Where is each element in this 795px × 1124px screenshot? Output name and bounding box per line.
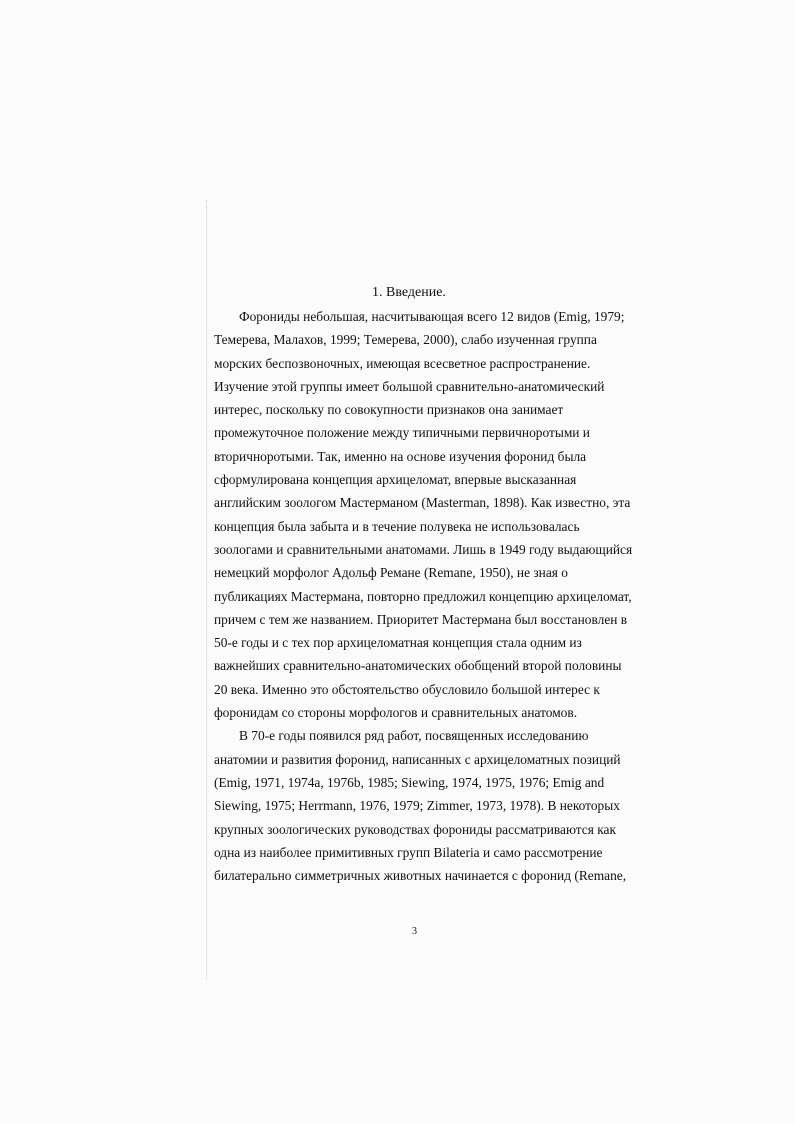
page-number: 3 bbox=[412, 926, 417, 937]
text-line: (Emig, 1971, 1974a, 1976b, 1985; Siewing, 1974, 1975, 1976; Emig and bbox=[214, 774, 605, 790]
text-line: морских беспозвоночных, имеющая всесветное распространение. bbox=[214, 355, 591, 371]
text-line: 50-е годы и с тех пор архицеломатная концепция стала одним из bbox=[214, 635, 582, 651]
text-line: немецкий морфолог Адольф Ремане (Remane, 1950), не зная о bbox=[214, 565, 568, 581]
text-line: 20 века. Именно это обстоятельство обусловило большой интерес к bbox=[214, 681, 600, 697]
text-line: публикациях Мастермана, повторно предложил концепцию архицеломат, bbox=[214, 588, 632, 604]
text-line: сформулирована концепция архицеломат, впервые высказанная bbox=[214, 472, 577, 488]
text-line: Siewing, 1975; Herrmann, 1976, 1979; Zimmer, 1973, 1978). В некоторых bbox=[214, 798, 620, 814]
text-line: концепция была забыта и в течение полувека не использовалась bbox=[214, 518, 580, 534]
text-line: английским зоологом Мастерманом (Masterman, 1898). Как известно, эта bbox=[214, 495, 631, 511]
document-page bbox=[214, 283, 634, 887]
text-line: Форониды небольшая, насчитывающая всего 12 видов (Emig, 1979; bbox=[239, 309, 625, 324]
text-line: одна из наиболее примитивных групп Bilateria и само рассмотрение bbox=[214, 844, 603, 860]
text-line: В 70-е годы появился ряд работ, посвященных исследованию bbox=[239, 728, 589, 744]
text-line: анатомии и развития форонид, написанных с архицеломатных позиций bbox=[214, 751, 621, 767]
text-line: промежуточное положение между типичными первичноротыми и bbox=[214, 425, 590, 441]
text-line: важнейших сравнительно-анатомических обобщений второй половины bbox=[214, 658, 622, 674]
text-line: Изучение этой группы имеет большой сравнительно-анатомический bbox=[214, 378, 605, 394]
text-line: крупных зоологических руководствах форониды рассматриваются как bbox=[214, 821, 617, 837]
text-line: вторичноротыми. Так, именно на основе изучения форонид была bbox=[214, 448, 587, 464]
scan-margin-dots bbox=[206, 200, 207, 980]
text-line: билатерально симметричных животных начинается с форонид (Remane, bbox=[214, 868, 627, 884]
text-line: причем с тем же названием. Приоритет Мастермана был восстановлен в bbox=[214, 611, 628, 627]
text-line: зоологами и сравнительными анатомами. Лишь в 1949 году выдающийся bbox=[214, 541, 633, 557]
text-line: форонидам со стороны морфологов и сравнительных анатомов. bbox=[214, 705, 578, 721]
section-heading: 1. Введение. bbox=[372, 285, 446, 300]
text-line: Темерева, Малахов, 1999; Темерева, 2000), слабо изученная группа bbox=[214, 332, 597, 348]
text-line: интерес, поскольку по совокупности признаков она занимает bbox=[214, 402, 564, 418]
